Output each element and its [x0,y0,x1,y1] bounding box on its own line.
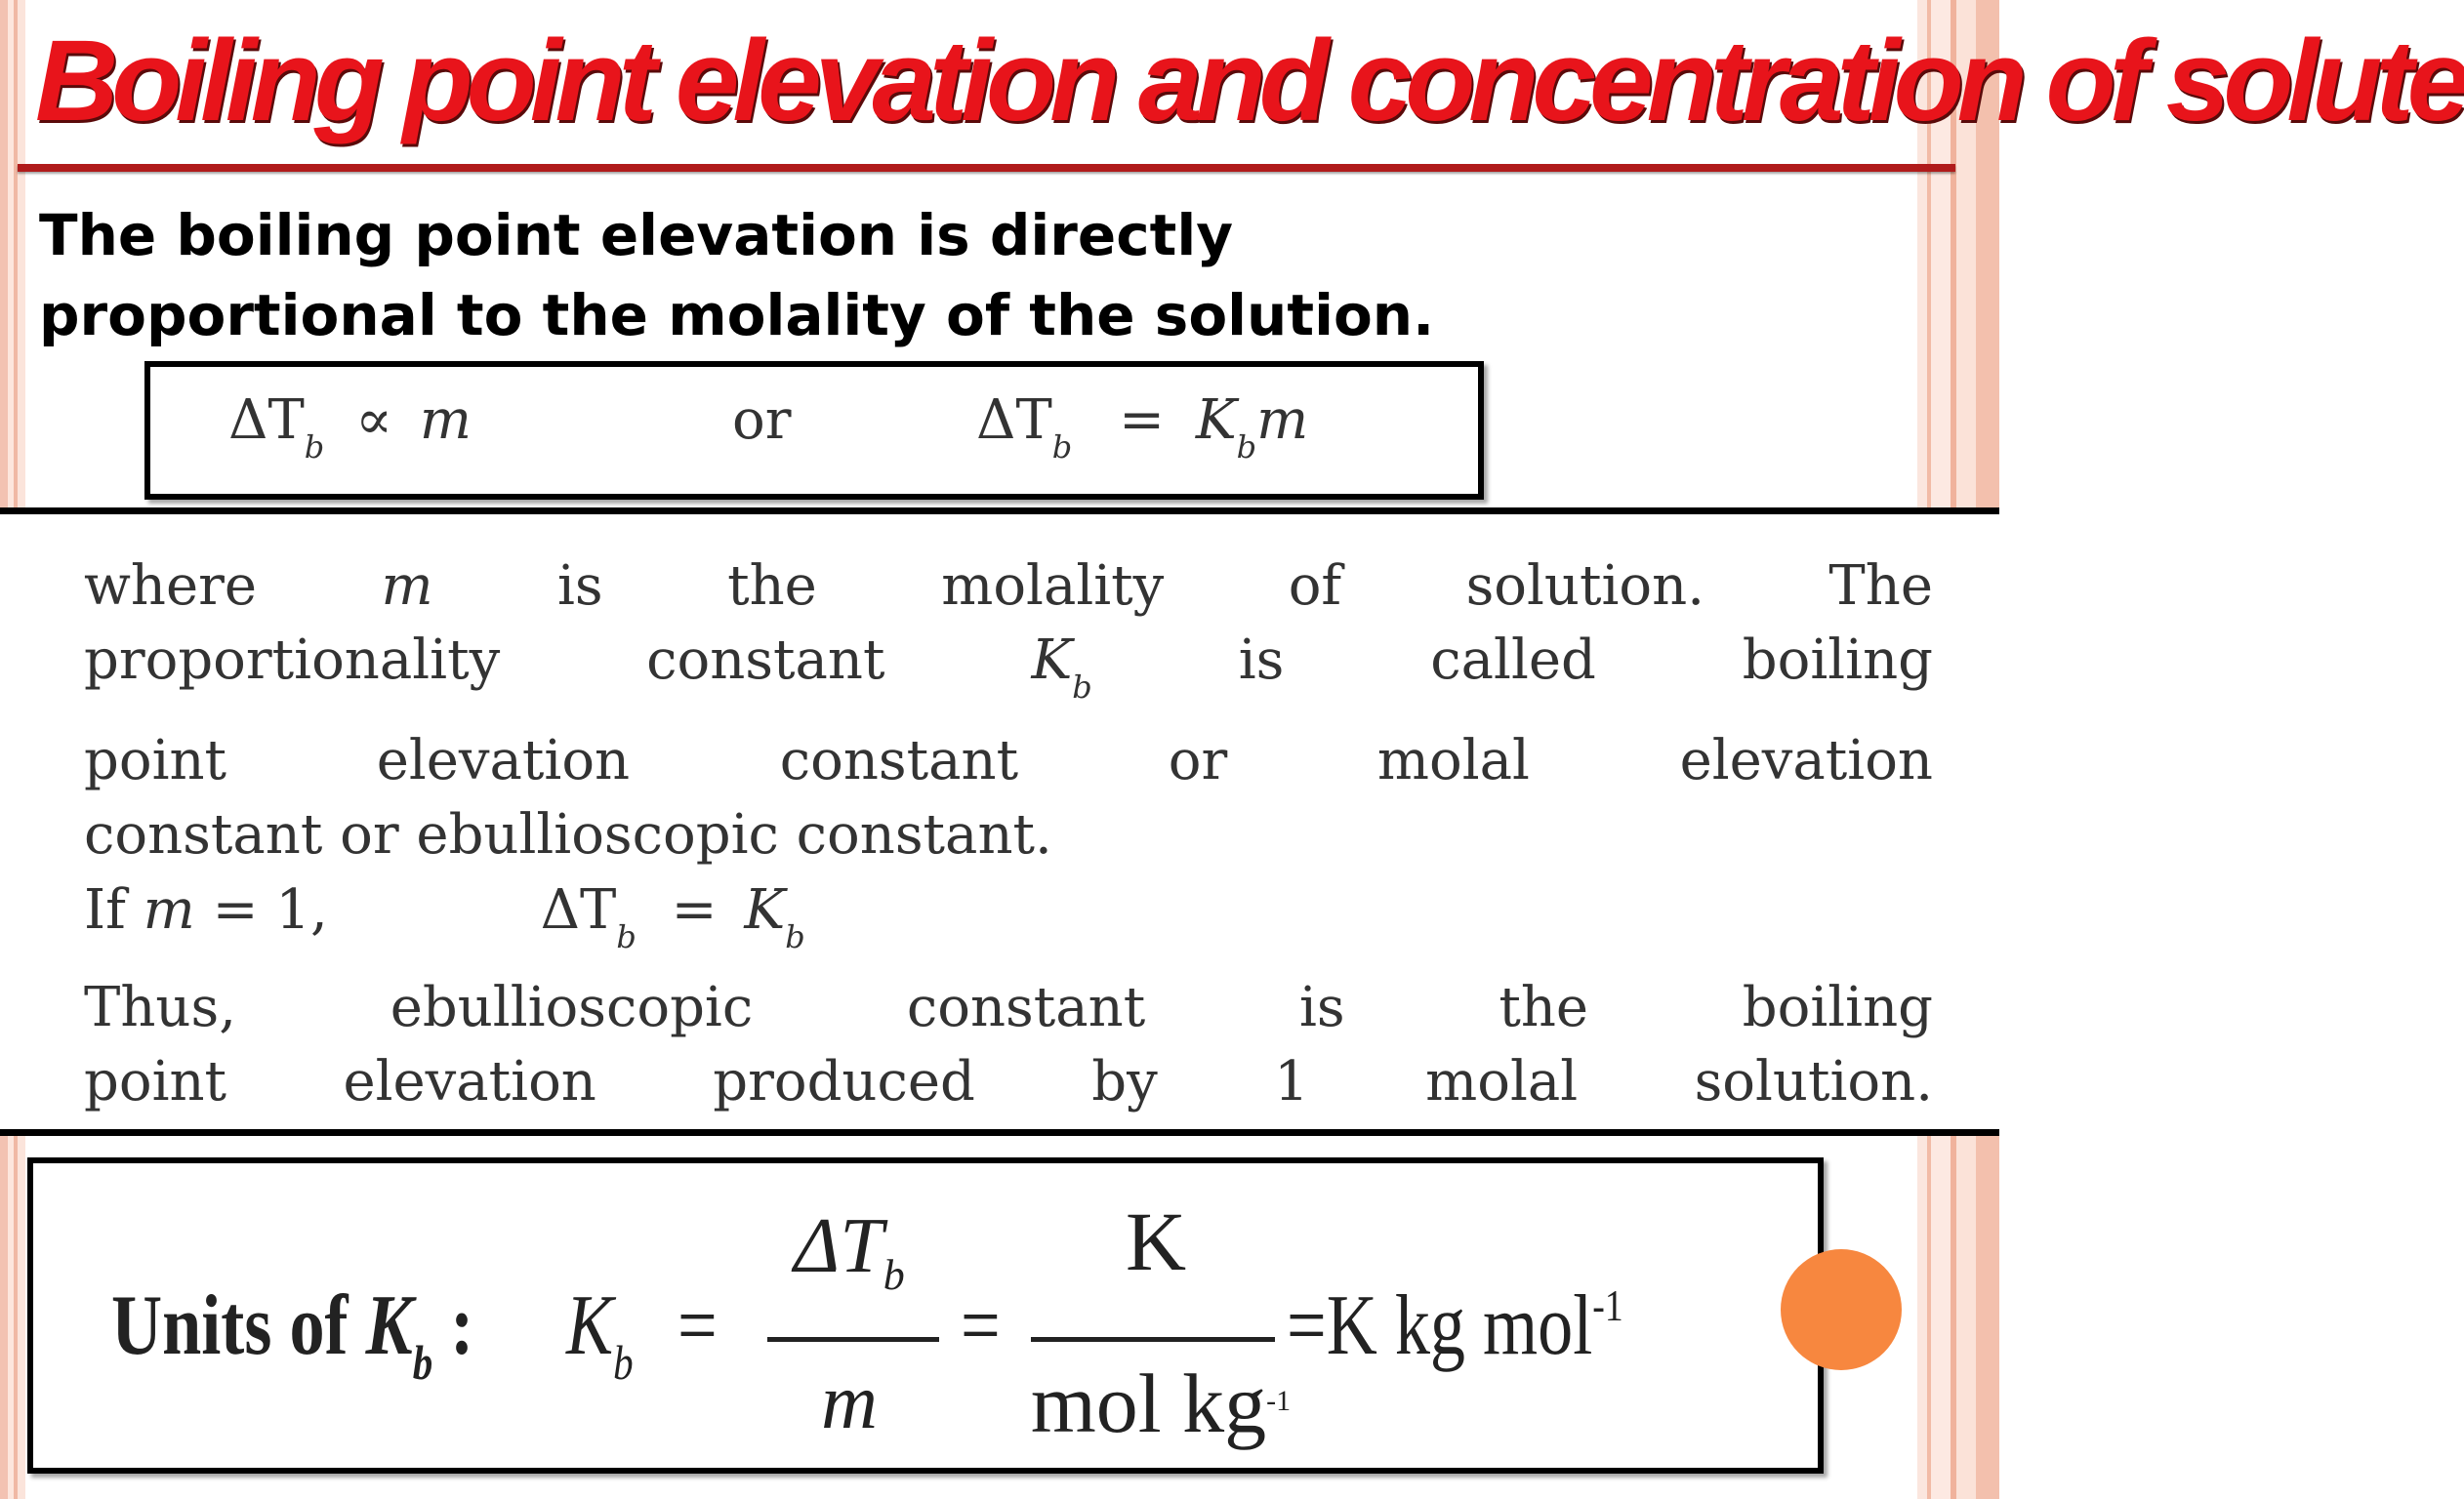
explanation-box [0,507,1999,1136]
explanation-line-3: point elevation constant or molal elevation [84,729,1933,792]
intro-text [39,195,1699,355]
intro-line-2: proportional to the molality of the solution. [39,282,1435,348]
units-equals-2: = [961,1278,1001,1373]
conclusion-line-2: point elevation produced by 1 molal solution. [84,1050,1933,1114]
relation-box [144,361,1484,500]
units-equals-1: = [678,1278,718,1373]
conclusion-line-1: Thus, ebullioscopic constant is the boiling [84,976,1933,1039]
orange-circle-decoration [1781,1249,1902,1370]
intro-line-1: The boiling point elevation is directly [39,202,1234,268]
title-underline [18,164,1955,172]
slide-title: Boiling point elevation and concentration of solute [35,17,2464,145]
relation-equation: $\Delta T_b = K_bm$ [976,388,1309,466]
units-result: =K kg mol$^{-1}$ [1287,1278,1623,1373]
fraction-1-numerator: $\Delta T_b$ [794,1203,905,1299]
units-label: Units of $K_b$ : [111,1278,474,1390]
fraction-2-denominator: mol $kg^{-1}$ [1030,1357,1292,1450]
relation-connector: or [732,388,792,452]
explanation-paragraph [84,549,1933,872]
fraction-1-denominator: m [821,1359,878,1445]
fraction-2-bar [1031,1337,1275,1342]
fraction-1-bar [767,1337,939,1342]
relation-proportional: $\Delta T_b \propto m$ [228,388,472,466]
explanation-line-4: constant or ebullioscopic constant. [84,803,1052,867]
explanation-line-2: proportionality constant $K_b$ is called boiling [84,628,1933,706]
if-statement: If m = 1, $\Delta T_b = K_b$ [84,878,805,955]
explanation-line-1: where m is the molality of solution. The [84,554,1933,618]
fraction-2-numerator: K [1125,1195,1187,1288]
conclusion-paragraph [84,971,1933,1119]
units-kb-symbol: $K_b$ [566,1278,634,1390]
units-box [27,1157,1824,1474]
